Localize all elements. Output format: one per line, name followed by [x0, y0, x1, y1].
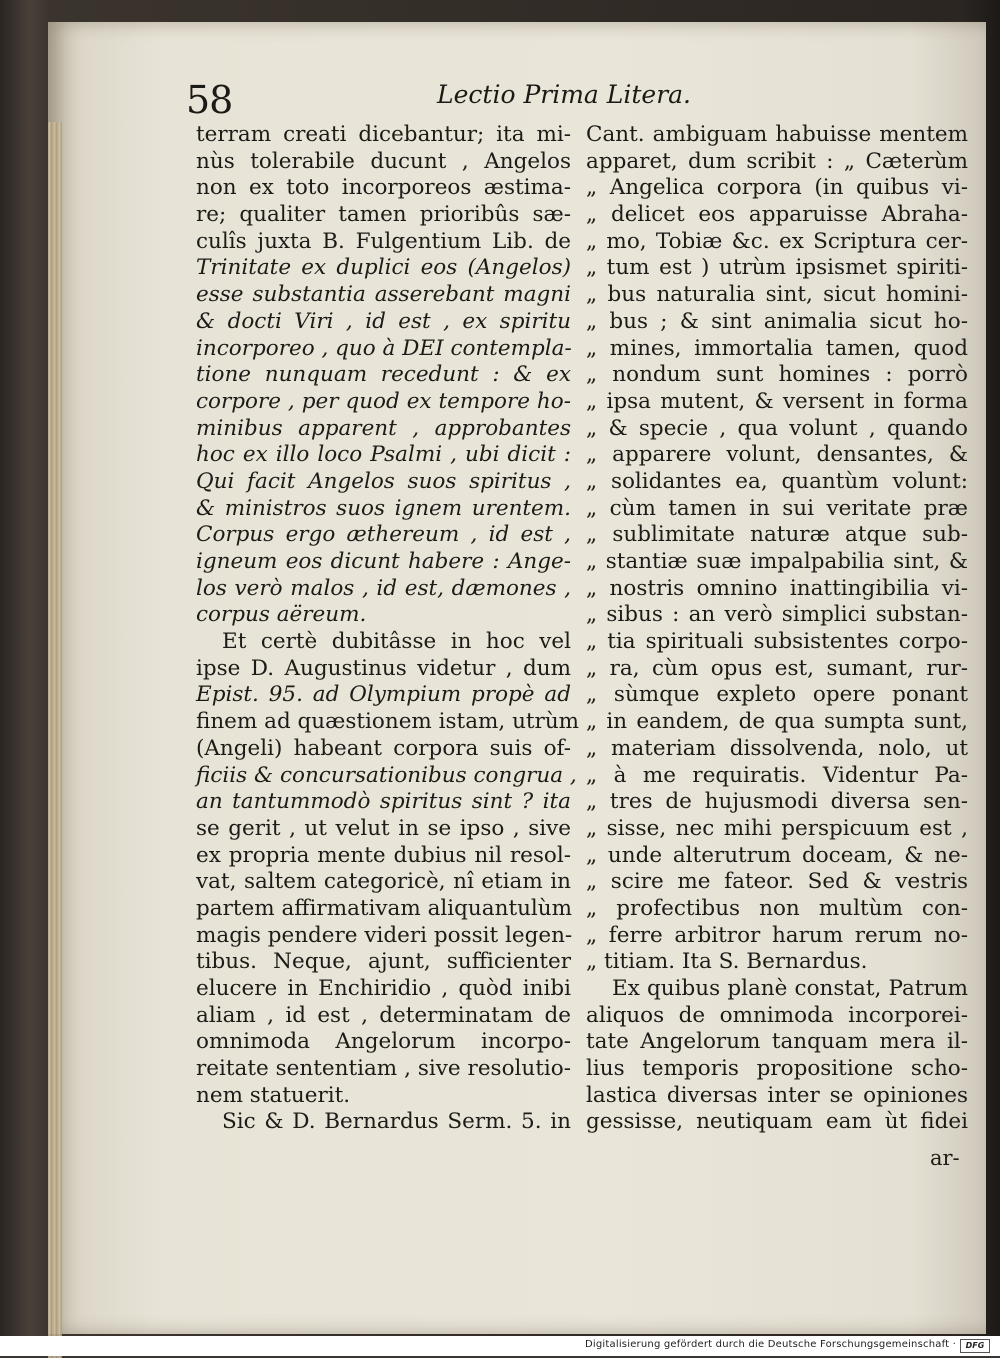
text-line: „ sublimitate naturæ atque sub- [586, 522, 968, 548]
text-line: „ sùmque expleto opere ponant [586, 682, 968, 708]
text-line: terram creati dicebantur; ita mi- [196, 122, 571, 147]
text-line: se gerit , ut velut in se ipso , sive [196, 815, 571, 841]
text-line: finem ad quæstionem istam, utrùm [196, 709, 580, 735]
text-line: „ nondum sunt homines : porrò [586, 362, 968, 388]
text-line: „ Angelica corpora (in quibus vi- [586, 175, 968, 201]
text-line: „ tia spirituali subsistentes corpo- [586, 629, 968, 655]
text-line: „ in eandem, de qua sumpta sunt, [586, 709, 968, 735]
text-line: lastica diversas inter se opiniones [586, 1082, 968, 1108]
text-line: Trinitate ex duplici eos (Angelos) [196, 255, 571, 281]
text-line: „ ferre arbitror harum rerum no- [586, 922, 968, 948]
text-line: hoc ex illo loco Psalmi , ubi dicit : [196, 442, 571, 468]
catchword: ar- [930, 1146, 960, 1170]
text-line: minibus apparent , approbantes [196, 415, 571, 441]
text-line: Epist. 95. ad Olympium propè ad [196, 682, 571, 708]
text-line: „ profectibus non multùm con- [586, 895, 968, 921]
page-fore-edge [48, 122, 62, 1358]
text-line: tione nunquam recedunt : & ex [196, 362, 571, 388]
text-line: lius temporis propositione scho- [586, 1056, 968, 1082]
dfg-logo: DFG [960, 1339, 990, 1353]
text-line: „ bus ; & sint animalia sicut ho- [586, 308, 968, 334]
text-line: „ bus naturalia sint, sicut homini- [586, 282, 968, 308]
text-line: nùs tolerabile ducunt , Angelos [196, 148, 571, 174]
text-line: & ministros suos ignem urentem. [196, 495, 571, 521]
text-line: corpore , per quod ex tempore ho- [196, 388, 571, 414]
text-line: ex propria mente dubius nil resol- [196, 842, 571, 868]
text-line: „ mo, Tobiæ &c. ex Scriptura cer- [586, 228, 968, 254]
text-line: tibus. Neque, ajunt, sufficienter [196, 949, 571, 975]
text-line: gessisse, neutiquam eam ùt fidei [586, 1109, 968, 1135]
text-line: „ scire me fateor. Sed & vestris [586, 869, 968, 895]
text-line: „ ipsa mutent, & versent in forma [586, 388, 968, 414]
text-line: aliquos de omnimoda incorporei- [586, 1002, 968, 1028]
text-line: „ tres de hujusmodi diversa sen- [586, 789, 968, 815]
text-line: „ cùm tamen in sui veritate præ [586, 495, 968, 521]
text-line: & docti Viri , id est , ex spiritu [196, 308, 571, 334]
digitization-credit: Digitalisierung gefördert durch die Deutsche Forschungsgemeinschaft · [585, 1339, 956, 1350]
text-line: Corpus ergo æthereum , id est , [196, 522, 571, 548]
text-line: reitate sententiam , sive resolutio- [196, 1056, 571, 1082]
text-line: Sic & D. Bernardus Serm. 5. in [222, 1109, 571, 1135]
text-line: re; qualiter tamen prioribûs sæ- [196, 202, 571, 228]
text-line: „ à me requiratis. Videntur Pa- [586, 762, 968, 788]
text-line: partem affirmativam aliquantulùm [196, 895, 573, 921]
text-line: los verò malos , id est, dæmones , [196, 575, 571, 601]
text-line: Qui facit Angelos suos spiritus , [196, 468, 571, 494]
text-line: aliam , id est , determinatam de [196, 1002, 571, 1028]
text-line: omnimoda Angelorum incorpo- [196, 1029, 571, 1055]
text-line: esse substantia asserebant magni [196, 282, 571, 308]
text-line: „ mines, immortalia tamen, quod [586, 335, 968, 361]
text-line: „ unde alterutrum doceam, & ne- [586, 842, 968, 868]
text-line: tate Angelorum tanquam mera il- [586, 1029, 968, 1055]
text-line: Ex quibus planè constat, Patrum [612, 976, 968, 1001]
text-line: „ ra, cùm opus est, sumant, rur- [586, 655, 968, 681]
text-line: „ solidantes ea, quantùm volunt: [586, 468, 968, 494]
text-line: „ materiam dissolvenda, nolo, ut [586, 735, 968, 761]
text-line: elucere in Enchiridio , quòd inibi [196, 976, 571, 1001]
text-line: „ titiam. Ita S. Bernardus. [586, 949, 868, 975]
text-line: „ nostris omnino inattingibilia vi- [586, 575, 968, 601]
running-head: Lectio Prima Litera. [437, 80, 692, 109]
text-line: apparet, dum scribit : „ Cæterùm [586, 148, 968, 174]
text-line: magis pendere videri possit legen- [196, 922, 573, 948]
text-line: ipse D. Augustinus videtur , dum [196, 655, 571, 681]
text-line: igneum eos dicunt habere : Ange- [196, 549, 571, 574]
text-line: „ delicet eos apparuisse Abraha- [586, 202, 968, 228]
text-line: vat, saltem categoricè, nî etiam in [196, 869, 571, 895]
text-line: „ & specie , qua volunt , quando [586, 415, 968, 441]
text-line: corpus aëreum. [196, 602, 367, 628]
text-line: non ex toto incorporeos æstima- [196, 175, 571, 201]
text-line: „ tum est ) utrùm ipsismet spiriti- [586, 255, 968, 281]
text-line: incorporeo , quo à DEI contempla- [196, 335, 572, 361]
right-text-column [586, 122, 968, 1136]
text-line: (Angeli) habeant corpora suis of- [196, 735, 571, 761]
text-line: „ sisse, nec mihi perspicuum est , [586, 815, 968, 841]
text-line: Et certè dubitâsse in hoc vel [222, 629, 571, 655]
text-line: „ sibus : an verò simplici substan- [586, 602, 968, 628]
text-line: culîs juxta B. Fulgentium Lib. de [196, 228, 571, 254]
text-line: an tantummodò spiritus sint ? ita [196, 789, 571, 815]
text-line: „ stantiæ suæ impalpabilia sint, & [586, 549, 968, 574]
text-line: Cant. ambiguam habuisse mentem [586, 122, 968, 147]
left-text-column [196, 122, 580, 1136]
text-line: „ apparere volunt, densantes, & [586, 442, 968, 468]
page-number: 58 [186, 78, 233, 122]
text-line: ficiis & concursationibus congrua , [196, 762, 577, 788]
text-line: nem statuerit. [196, 1082, 351, 1108]
